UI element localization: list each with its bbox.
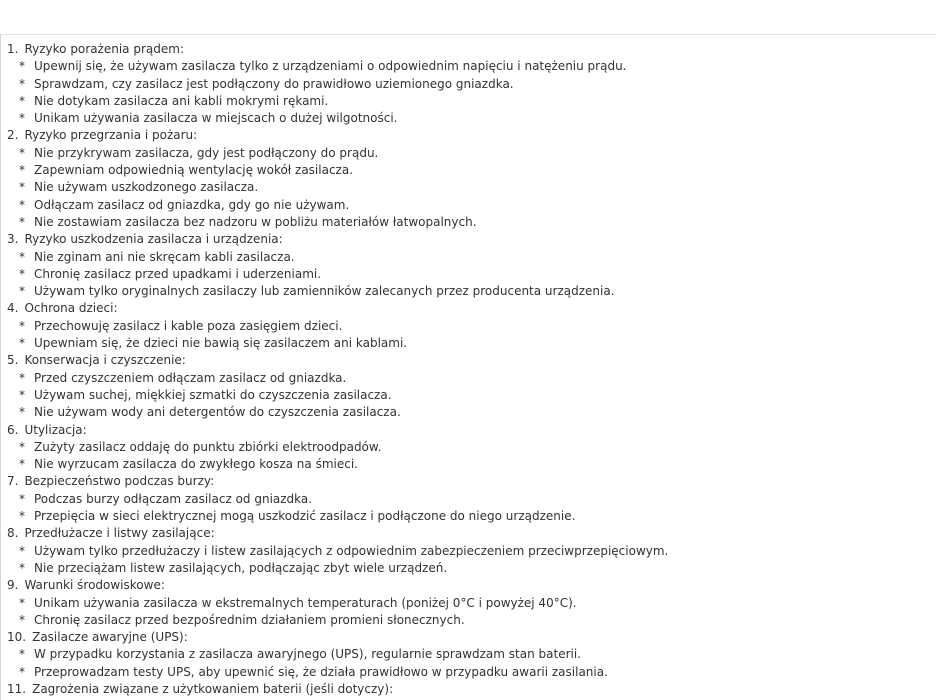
section-title: Ryzyko porażenia prądem: bbox=[24, 42, 184, 56]
bullet-asterisk: * bbox=[19, 560, 25, 575]
list-item-text: Podczas burzy odłączam zasilacz od gniazdka. bbox=[34, 491, 313, 506]
list-item bbox=[1, 162, 668, 179]
list-item bbox=[1, 93, 668, 110]
section-number: 10. bbox=[7, 630, 27, 645]
document-content bbox=[0, 34, 935, 700]
list-item bbox=[1, 179, 668, 196]
section-heading bbox=[1, 422, 668, 439]
bullet-asterisk: * bbox=[19, 543, 25, 558]
list-item bbox=[1, 491, 668, 508]
list-item-text: Nie wyrzucam zasilacza do zwykłego kosza na śmieci. bbox=[34, 457, 358, 472]
list-item bbox=[1, 387, 668, 404]
section-number: 7. bbox=[7, 474, 19, 489]
bullet-asterisk: * bbox=[19, 111, 25, 126]
section-number: 4. bbox=[7, 301, 19, 316]
section-number: 8. bbox=[7, 526, 19, 541]
bullet-asterisk: * bbox=[19, 180, 25, 195]
list-item-text: Używam suchej, miękkiej szmatki do czyszczenia zasilacza. bbox=[34, 387, 392, 402]
section-title: Ryzyko przegrzania i pożaru: bbox=[24, 128, 198, 143]
bullet-asterisk: * bbox=[19, 318, 25, 333]
list-item bbox=[1, 335, 668, 352]
bullet-asterisk: * bbox=[19, 509, 25, 524]
list-item-text: Upewnij się, że używam zasilacza tylko z urządzeniami o odpowiednim napięciu i natężeniu prądu. bbox=[34, 59, 627, 74]
list-item bbox=[1, 214, 668, 231]
list-item bbox=[1, 595, 668, 612]
bullet-asterisk: * bbox=[19, 387, 25, 402]
section-heading bbox=[1, 681, 668, 698]
section-title: Bezpieczeństwo podczas burzy: bbox=[24, 474, 215, 489]
bullet-asterisk: * bbox=[19, 163, 25, 178]
bullet-asterisk: * bbox=[19, 457, 25, 472]
list-item-text: Upewniam się, że dzieci nie bawią się zasilaczem ani kablami. bbox=[34, 336, 408, 351]
list-item bbox=[1, 404, 668, 421]
list-item-text: Unikam używania zasilacza w miejscach o dużej wilgotności. bbox=[34, 111, 398, 126]
bullet-asterisk: * bbox=[19, 405, 25, 420]
section-number: 6. bbox=[7, 422, 19, 437]
list-item-text: Nie dotykam zasilacza ani kabli mokrymi rękami. bbox=[34, 93, 329, 108]
section-heading bbox=[1, 300, 668, 317]
list-item bbox=[1, 266, 668, 283]
list-item-text: Unikam używania zasilacza w ekstremalnych temperaturach (poniżej 0°C i powyżej 40°C). bbox=[34, 595, 577, 610]
section-title: Zasilacze awaryjne (UPS): bbox=[32, 630, 188, 645]
list-item-text: Nie zostawiam zasilacza bez nadzoru w pobliżu materiałów łatwopalnych. bbox=[34, 214, 477, 229]
list-item-text: W przypadku korzystania z zasilacza awaryjnego (UPS), regularnie sprawdzam stan baterii. bbox=[34, 647, 581, 662]
list-item-text: Chronię zasilacz przed upadkami i uderzeniami. bbox=[34, 266, 322, 281]
list-item-text: Sprawdzam, czy zasilacz jest podłączony do prawidłowo uziemionego gniazdka. bbox=[34, 76, 514, 91]
list-item bbox=[1, 283, 668, 300]
bullet-asterisk: * bbox=[19, 76, 25, 91]
list-item bbox=[1, 508, 668, 525]
bullet-asterisk: * bbox=[19, 491, 25, 506]
list-item bbox=[1, 249, 668, 266]
section-number: 5. bbox=[7, 353, 19, 368]
list-item bbox=[1, 370, 668, 387]
section-number: 2. bbox=[7, 128, 19, 143]
bullet-asterisk: * bbox=[19, 336, 25, 351]
section-title: Konserwacja i czyszczenie: bbox=[24, 353, 186, 368]
section-title: Zagrożenia związane z użytkowaniem baterii (jeśli dotyczy): bbox=[32, 681, 394, 696]
list-item-text: Przepięcia w sieci elektrycznej mogą uszkodzić zasilacz i podłączone do niego urządzenie. bbox=[34, 509, 576, 524]
list-item-text: Przed czyszczeniem odłączam zasilacz od gniazdka. bbox=[34, 370, 347, 385]
section-heading bbox=[1, 352, 668, 369]
list-item-text: Zużyty zasilacz oddaję do punktu zbiórki elektroodpadów. bbox=[34, 439, 382, 454]
list-item-text: Przechowuję zasilacz i kable poza zasięgiem dzieci. bbox=[34, 318, 343, 333]
list-item-text: Zapewniam odpowiednią wentylację wokół zasilacza. bbox=[34, 163, 354, 178]
section-heading bbox=[1, 525, 668, 542]
bullet-asterisk: * bbox=[19, 647, 25, 662]
list-item-text: Nie używam uszkodzonego zasilacza. bbox=[34, 180, 259, 195]
safety-list bbox=[1, 41, 668, 698]
section-heading bbox=[1, 629, 668, 646]
section-title: Warunki środowiskowe: bbox=[24, 578, 165, 593]
bullet-asterisk: * bbox=[19, 197, 25, 212]
bullet-asterisk: * bbox=[19, 612, 25, 627]
list-item-text: Przeprowadzam testy UPS, aby upewnić się, że działa prawidłowo w przypadku awarii zasilania. bbox=[34, 664, 608, 679]
section-heading bbox=[1, 577, 668, 594]
list-item bbox=[1, 145, 668, 162]
section-title: Ryzyko uszkodzenia zasilacza i urządzenia: bbox=[24, 232, 283, 247]
list-item bbox=[1, 76, 668, 93]
list-item-text: Chronię zasilacz przed bezpośrednim działaniem promieni słonecznych. bbox=[34, 612, 465, 627]
bullet-asterisk: * bbox=[19, 370, 25, 385]
bullet-asterisk: * bbox=[19, 59, 25, 74]
list-item-text: Nie przeciążam listew zasilających, podłączając zbyt wiele urządzeń. bbox=[34, 560, 448, 575]
bullet-asterisk: * bbox=[19, 93, 25, 108]
list-item bbox=[1, 646, 668, 663]
list-item-text: Używam tylko oryginalnych zasilaczy lub zamienników zalecanych przez producenta urządzenia. bbox=[34, 284, 615, 299]
section-number: 11. bbox=[7, 681, 27, 696]
list-item-text: Nie zginam ani nie skręcam kabli zasilacza. bbox=[34, 249, 295, 264]
list-item-text: Odłączam zasilacz od gniazdka, gdy go nie używam. bbox=[34, 197, 350, 212]
section-number: 3. bbox=[7, 232, 19, 247]
section-heading bbox=[1, 41, 668, 58]
list-item bbox=[1, 318, 668, 335]
section-number: 1. bbox=[7, 42, 19, 56]
bullet-asterisk: * bbox=[19, 664, 25, 679]
list-item-text: Używam tylko przedłużaczy i listew zasilających z odpowiednim zabezpieczeniem przeciwprzepięciowym. bbox=[34, 543, 669, 558]
bullet-asterisk: * bbox=[19, 595, 25, 610]
list-item-text: Nie przykrywam zasilacza, gdy jest podłączony do prądu. bbox=[34, 145, 379, 160]
bullet-asterisk: * bbox=[19, 439, 25, 454]
bullet-asterisk: * bbox=[19, 214, 25, 229]
section-title: Utylizacja: bbox=[24, 422, 87, 437]
bullet-asterisk: * bbox=[19, 249, 25, 264]
section-number: 9. bbox=[7, 578, 19, 593]
section-heading bbox=[1, 127, 668, 144]
list-item bbox=[1, 58, 668, 75]
section-title: Przedłużacze i listwy zasilające: bbox=[24, 526, 215, 541]
section-heading bbox=[1, 473, 668, 490]
list-item-text: Nie używam wody ani detergentów do czyszczenia zasilacza. bbox=[34, 405, 401, 420]
bullet-asterisk: * bbox=[19, 266, 25, 281]
list-item bbox=[1, 664, 668, 681]
list-item bbox=[1, 110, 668, 127]
bullet-asterisk: * bbox=[19, 284, 25, 299]
list-item bbox=[1, 439, 668, 456]
bullet-asterisk: * bbox=[19, 145, 25, 160]
top-bar bbox=[0, 0, 936, 35]
list-item bbox=[1, 543, 668, 560]
list-item bbox=[1, 560, 668, 577]
section-heading bbox=[1, 231, 668, 248]
section-title: Ochrona dzieci: bbox=[24, 301, 118, 316]
list-item bbox=[1, 612, 668, 629]
list-item bbox=[1, 197, 668, 214]
list-item bbox=[1, 456, 668, 473]
